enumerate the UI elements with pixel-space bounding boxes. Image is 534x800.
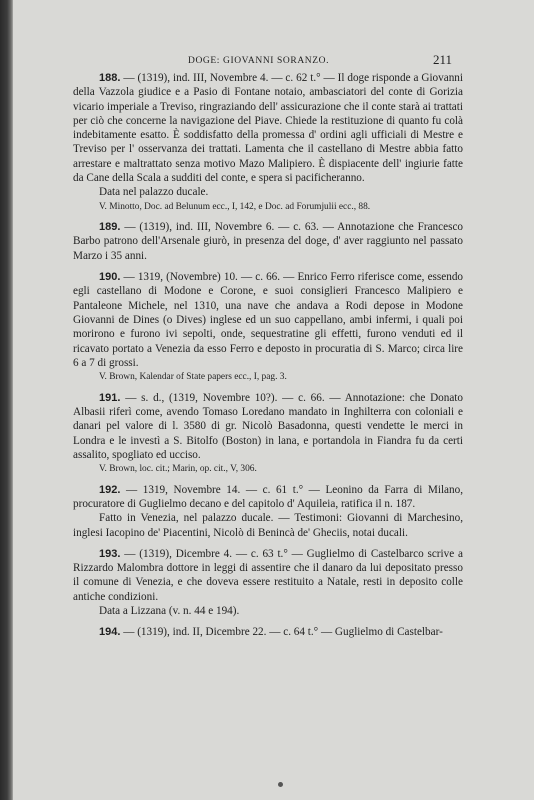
page-header <box>13 52 534 72</box>
entry-text <box>73 270 463 370</box>
entry-body: — (1319), ind. III, Novembre 4. — c. 62 t.° — Il doge risponde a Giovanni della Vazzola giudice e a Pasio di Fontane notaio, ambasciatori del conte di Gorizia vicario imperiale a Treviso, ringraziando dell' assicurazione che il conte starà ai trattati per ciò che concerne la navigazione del Piave. Chiede la restituzione di quanto fu colà indebitamente esatto. È soddisfatto della promessa d' ordini agli ufficiali di Mestre e Treviso per l' osservanza dei trattati. Lamenta che il castellano di Mestre abbia fatto arrestare e maltrattato senza motivo Mazo Malipiero. È dispiacente dell' ingiurie fatte da Cane della Scala a sudditi del conte, e spera si pacificheranno. <box>73 72 463 185</box>
entry-reference: V. Brown, Kalendar of State papers ecc., I, pag. 3. <box>99 372 287 383</box>
entry-note: Data nel palazzo ducale. <box>99 186 209 199</box>
book-page <box>13 0 534 800</box>
entry-number: 190. <box>99 271 121 284</box>
entry-body: — (1319), ind. II, Dicembre 22. — c. 64 t.° — Guglielmo di Castelbar- <box>123 626 443 639</box>
entry-190 <box>73 270 463 384</box>
entry-text <box>73 220 463 263</box>
entry-body: — 1319, (Novembre) 10. — c. 66. — Enrico Ferro riferisce come, essendo egli castellano di Modone e Corone, e suoi consiglieri Francesco Malipiero e Pantaleone Michele, nel 1310, una nave che andava a Rodi depose in Modone Giovanni de Dines (o Dives) inglese ed un suo cappellano, ambi infermi, i quali poi morirono e furono ivi sepolti, onde, sequestratine gli effetti, furono venduti ed il ricavato portato a Venezia da esso Ferro e deposto in procuratia di S. Marco; circa lire 6 a 7 di grossi. <box>73 271 464 369</box>
entry-body: — (1319), Dicembre 4. — c. 63 t.° — Guglielmo di Castelbarco scrive a Rizzardo Malombra dottore in leggi di assentire che il danaro da lui depositato presso il comune di Venezia, e che doveva essere restituito a Natale, resti in deposito colle antiche condizioni. <box>73 547 463 603</box>
entry-text <box>73 391 463 462</box>
entry-body: — 1319, Novembre 14. — c. 61 t.° — Leonino da Farra di Milano, procuratore di Guglielmo decano e del capitolo d' Aquileia, ratifica il n. 187. <box>73 483 464 510</box>
entry-number: 191. <box>99 391 121 404</box>
entry-note: Data a Lizzana (v. n. 44 e 194). <box>99 605 240 617</box>
entry-reference: V. Minotto, Doc. ad Belunum ecc., I, 142, e Doc. ad Forumjulii ecc., 88. <box>99 201 371 212</box>
entry-note: Fatto in Venezia, nel palazzo ducale. — Testimoni: Giovanni di Marchesino, inglesi Iacopino de' Piacentini, Nicolò di Benincà de' Gheciis, notai ducali. <box>73 512 463 539</box>
entry-number: 188. <box>99 72 121 84</box>
entry-text <box>73 71 463 185</box>
entry-193 <box>73 547 463 618</box>
book-spine-shadow <box>0 0 13 800</box>
printer-mark <box>278 782 283 787</box>
entry-body: — s. d., (1319, Novembre 10?). — c. 66. — Annotazione: che Donato Albasii riferì come, avendo Tomaso Loredano mandato in Inghilterra con coloniali e danari pel valore di l. 3580 di gr. Nicolò Basadonna, questi vendette le merci in Londra e le investì a S. Bitolfo (Boston) in lana, e portandola in Fiandra fu da certi assalito, spogliato ed ucciso. <box>73 391 463 461</box>
entry-number: 189. <box>99 221 121 234</box>
entry-192 <box>73 483 463 540</box>
entry-194 <box>73 625 463 639</box>
entry-number: 193. <box>99 547 121 560</box>
entry-reference: V. Brown, loc. cit.; Marin, op. cit., V, 306. <box>99 464 257 475</box>
page-body <box>73 71 463 647</box>
page-number: 211 <box>432 52 452 67</box>
entry-number: 194. <box>99 626 121 639</box>
entry-text <box>73 547 463 604</box>
entry-189 <box>73 220 463 263</box>
entry-text <box>73 483 463 512</box>
entry-191 <box>73 391 463 476</box>
entry-number: 192. <box>99 483 121 496</box>
entry-text <box>73 625 463 639</box>
running-title: DOGE: GIOVANNI SORANZO. <box>188 56 330 66</box>
entry-body: — (1319), ind. III, Novembre 6. — c. 63. — Annotazione che Francesco Barbo patrono dell'Arsenale giurò, in presenza del doge, d' aver raggiunto nel passato Marzo i 35 anni. <box>73 221 463 262</box>
entry-188 <box>73 71 463 213</box>
